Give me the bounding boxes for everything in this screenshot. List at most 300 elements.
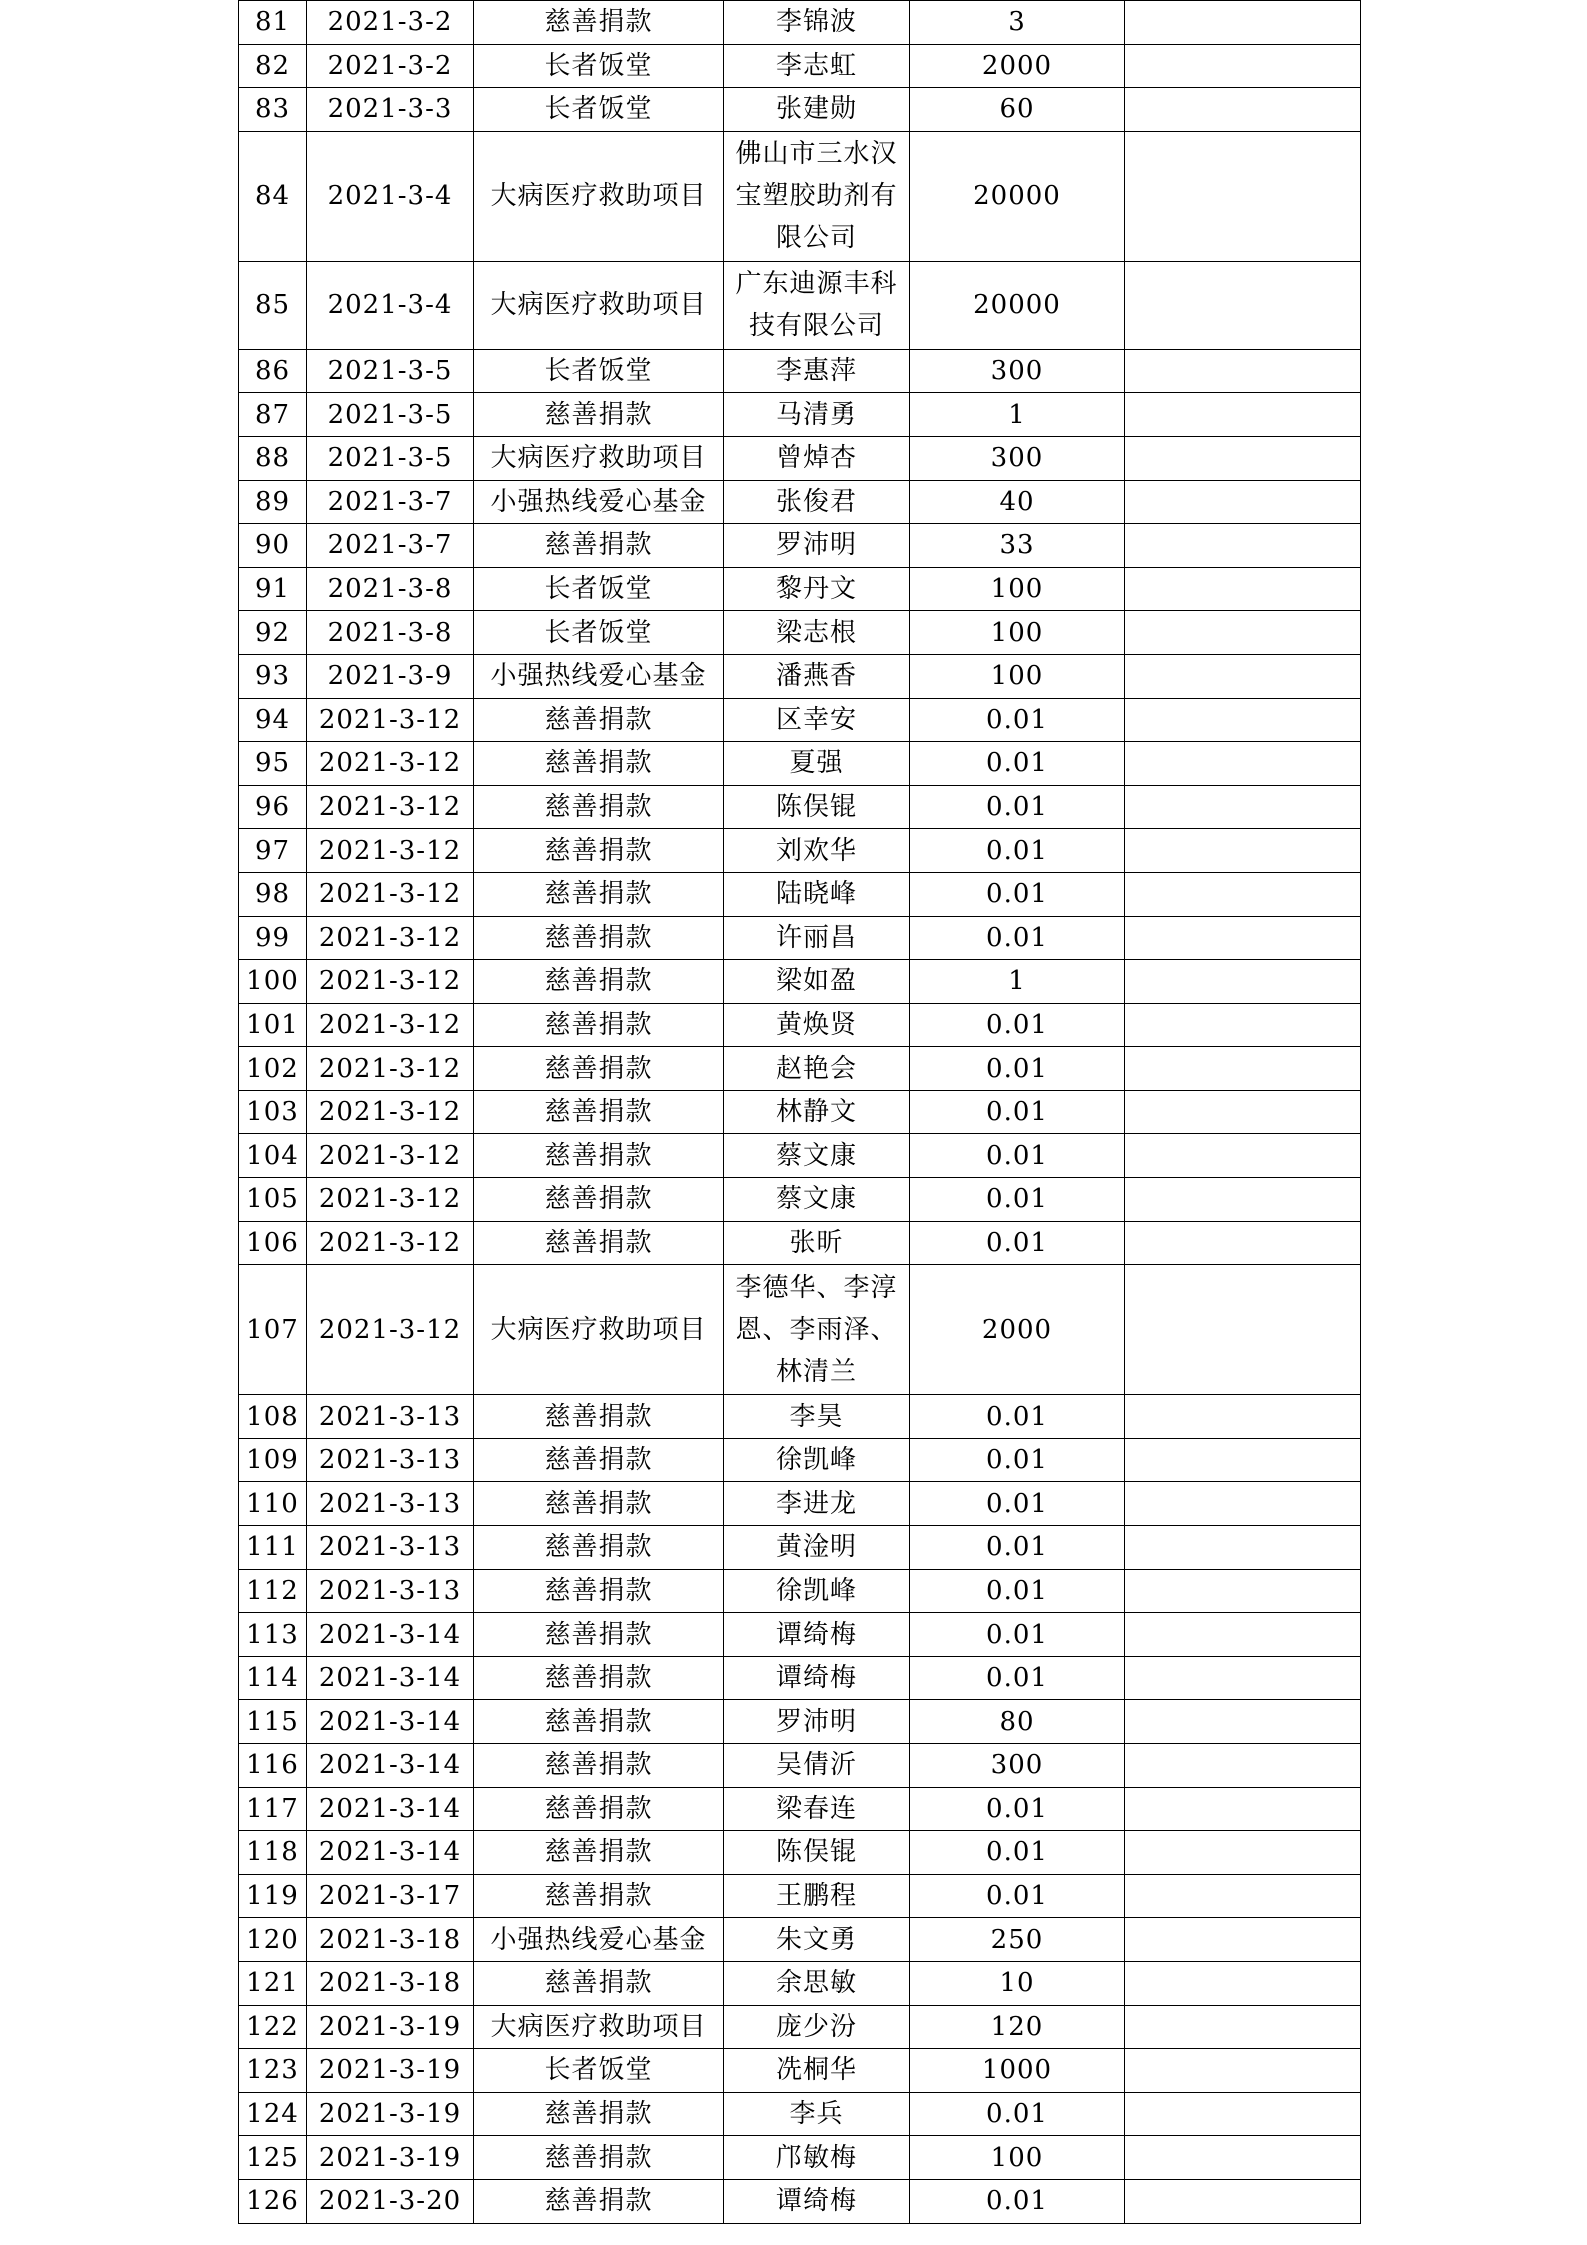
date-cell: 2021-3-18 (307, 1961, 474, 2005)
project-cell: 慈善捐款 (474, 872, 724, 916)
note-cell (1125, 2136, 1361, 2180)
date-cell: 2021-3-5 (307, 349, 474, 393)
row-number-cell: 98 (239, 872, 307, 916)
project-cell: 慈善捐款 (474, 1831, 724, 1875)
donor-name-cell: 徐凯峰 (724, 1438, 910, 1482)
table-row (239, 131, 1361, 261)
table-row (239, 1831, 1361, 1875)
project-cell: 慈善捐款 (474, 2179, 724, 2223)
date-cell: 2021-3-14 (307, 1787, 474, 1831)
note-cell (1125, 1874, 1361, 1918)
date-cell: 2021-3-8 (307, 567, 474, 611)
row-number-cell: 114 (239, 1656, 307, 1700)
amount-cell: 0.01 (910, 1221, 1125, 1265)
amount-cell: 0.01 (910, 2179, 1125, 2223)
project-cell: 慈善捐款 (474, 742, 724, 786)
amount-cell: 100 (910, 654, 1125, 698)
table-row (239, 1569, 1361, 1613)
note-cell (1125, 1918, 1361, 1962)
amount-cell: 0.01 (910, 1613, 1125, 1657)
table-row (239, 44, 1361, 88)
table-row (239, 1, 1361, 45)
note-cell (1125, 1, 1361, 45)
note-cell (1125, 1047, 1361, 1091)
table-row (239, 829, 1361, 873)
table-row (239, 2005, 1361, 2049)
donor-name-cell: 张建勋 (724, 88, 910, 132)
note-cell (1125, 567, 1361, 611)
table-row (239, 1787, 1361, 1831)
table-row (239, 1003, 1361, 1047)
amount-cell: 0.01 (910, 1656, 1125, 1700)
table-row (239, 1656, 1361, 1700)
amount-cell: 0.01 (910, 1090, 1125, 1134)
project-cell: 大病医疗救助项目 (474, 131, 724, 261)
table-row (239, 611, 1361, 655)
table-row (239, 1613, 1361, 1657)
date-cell: 2021-3-2 (307, 44, 474, 88)
amount-cell: 3 (910, 1, 1125, 45)
row-number-cell: 109 (239, 1438, 307, 1482)
donor-name-cell: 刘欢华 (724, 829, 910, 873)
amount-cell: 60 (910, 88, 1125, 132)
row-number-cell: 118 (239, 1831, 307, 1875)
row-number-cell: 94 (239, 698, 307, 742)
table-row (239, 524, 1361, 568)
table-row (239, 567, 1361, 611)
project-cell: 慈善捐款 (474, 1874, 724, 1918)
donor-name-cell: 李兵 (724, 2092, 910, 2136)
row-number-cell: 89 (239, 480, 307, 524)
project-cell: 小强热线爱心基金 (474, 1918, 724, 1962)
amount-cell: 80 (910, 1700, 1125, 1744)
table-row (239, 1526, 1361, 1570)
note-cell (1125, 2049, 1361, 2093)
project-cell: 慈善捐款 (474, 393, 724, 437)
row-number-cell: 99 (239, 916, 307, 960)
amount-cell: 0.01 (910, 829, 1125, 873)
project-cell: 慈善捐款 (474, 524, 724, 568)
note-cell (1125, 1700, 1361, 1744)
amount-cell: 0.01 (910, 1438, 1125, 1482)
date-cell: 2021-3-4 (307, 131, 474, 261)
donor-name-cell: 蔡文康 (724, 1134, 910, 1178)
project-cell: 慈善捐款 (474, 1744, 724, 1788)
row-number-cell: 107 (239, 1265, 307, 1395)
project-cell: 小强热线爱心基金 (474, 480, 724, 524)
note-cell (1125, 349, 1361, 393)
donor-name-cell: 梁春连 (724, 1787, 910, 1831)
table-row (239, 1047, 1361, 1091)
date-cell: 2021-3-13 (307, 1438, 474, 1482)
donor-name-cell: 夏强 (724, 742, 910, 786)
date-cell: 2021-3-12 (307, 916, 474, 960)
project-cell: 慈善捐款 (474, 1700, 724, 1744)
donor-name-cell: 冼桐华 (724, 2049, 910, 2093)
row-number-cell: 111 (239, 1526, 307, 1570)
donor-name-cell: 赵艳会 (724, 1047, 910, 1091)
note-cell (1125, 1265, 1361, 1395)
note-cell (1125, 131, 1361, 261)
date-cell: 2021-3-14 (307, 1613, 474, 1657)
amount-cell: 0.01 (910, 1526, 1125, 1570)
amount-cell: 100 (910, 611, 1125, 655)
project-cell: 慈善捐款 (474, 785, 724, 829)
row-number-cell: 124 (239, 2092, 307, 2136)
donor-name-cell: 李锦波 (724, 1, 910, 45)
donor-name-cell: 张俊君 (724, 480, 910, 524)
donor-name-cell: 李志虹 (724, 44, 910, 88)
donor-name-cell: 张昕 (724, 1221, 910, 1265)
amount-cell: 20000 (910, 261, 1125, 349)
donor-name-cell: 广东迪源丰科技有限公司 (724, 261, 910, 349)
note-cell (1125, 524, 1361, 568)
donor-name-cell: 王鹏程 (724, 1874, 910, 1918)
date-cell: 2021-3-14 (307, 1744, 474, 1788)
donor-name-cell: 李惠萍 (724, 349, 910, 393)
amount-cell: 0.01 (910, 785, 1125, 829)
project-cell: 慈善捐款 (474, 916, 724, 960)
row-number-cell: 116 (239, 1744, 307, 1788)
note-cell (1125, 1003, 1361, 1047)
amount-cell: 300 (910, 349, 1125, 393)
row-number-cell: 95 (239, 742, 307, 786)
note-cell (1125, 88, 1361, 132)
project-cell: 慈善捐款 (474, 1047, 724, 1091)
date-cell: 2021-3-12 (307, 1178, 474, 1222)
donor-name-cell: 余思敏 (724, 1961, 910, 2005)
table-row (239, 1438, 1361, 1482)
table-row (239, 1918, 1361, 1962)
row-number-cell: 113 (239, 1613, 307, 1657)
donor-name-cell: 黄焕贤 (724, 1003, 910, 1047)
donor-name-cell: 佛山市三水汉宝塑胶助剂有限公司 (724, 131, 910, 261)
amount-cell: 120 (910, 2005, 1125, 2049)
table-row (239, 785, 1361, 829)
date-cell: 2021-3-19 (307, 2092, 474, 2136)
project-cell: 大病医疗救助项目 (474, 2005, 724, 2049)
row-number-cell: 108 (239, 1395, 307, 1439)
date-cell: 2021-3-19 (307, 2005, 474, 2049)
donor-name-cell: 梁如盈 (724, 960, 910, 1004)
amount-cell: 0.01 (910, 1395, 1125, 1439)
date-cell: 2021-3-19 (307, 2049, 474, 2093)
amount-cell: 0.01 (910, 916, 1125, 960)
project-cell: 慈善捐款 (474, 829, 724, 873)
note-cell (1125, 1656, 1361, 1700)
note-cell (1125, 1134, 1361, 1178)
note-cell (1125, 2179, 1361, 2223)
donor-name-cell: 蔡文康 (724, 1178, 910, 1222)
note-cell (1125, 829, 1361, 873)
table-row (239, 1221, 1361, 1265)
table-row (239, 349, 1361, 393)
donor-name-cell: 黄淦明 (724, 1526, 910, 1570)
row-number-cell: 81 (239, 1, 307, 45)
row-number-cell: 101 (239, 1003, 307, 1047)
note-cell (1125, 1526, 1361, 1570)
date-cell: 2021-3-14 (307, 1831, 474, 1875)
project-cell: 慈善捐款 (474, 1569, 724, 1613)
donation-table-body (239, 1, 1361, 2224)
date-cell: 2021-3-8 (307, 611, 474, 655)
note-cell (1125, 611, 1361, 655)
date-cell: 2021-3-14 (307, 1656, 474, 1700)
amount-cell: 100 (910, 2136, 1125, 2180)
date-cell: 2021-3-20 (307, 2179, 474, 2223)
project-cell: 长者饭堂 (474, 88, 724, 132)
date-cell: 2021-3-12 (307, 698, 474, 742)
amount-cell: 0.01 (910, 1003, 1125, 1047)
donor-name-cell: 徐凯峰 (724, 1569, 910, 1613)
row-number-cell: 103 (239, 1090, 307, 1134)
project-cell: 慈善捐款 (474, 1482, 724, 1526)
note-cell (1125, 261, 1361, 349)
amount-cell: 0.01 (910, 742, 1125, 786)
table-row (239, 960, 1361, 1004)
amount-cell: 0.01 (910, 1047, 1125, 1091)
amount-cell: 0.01 (910, 1787, 1125, 1831)
amount-cell: 0.01 (910, 1482, 1125, 1526)
project-cell: 大病医疗救助项目 (474, 1265, 724, 1395)
row-number-cell: 82 (239, 44, 307, 88)
table-row (239, 2179, 1361, 2223)
amount-cell: 1 (910, 960, 1125, 1004)
donor-name-cell: 罗沛明 (724, 1700, 910, 1744)
note-cell (1125, 1482, 1361, 1526)
table-row (239, 1134, 1361, 1178)
note-cell (1125, 480, 1361, 524)
note-cell (1125, 1787, 1361, 1831)
project-cell: 慈善捐款 (474, 1961, 724, 2005)
table-row (239, 88, 1361, 132)
donor-name-cell: 区幸安 (724, 698, 910, 742)
project-cell: 大病医疗救助项目 (474, 436, 724, 480)
note-cell (1125, 1395, 1361, 1439)
donor-name-cell: 陆晓峰 (724, 872, 910, 916)
date-cell: 2021-3-12 (307, 829, 474, 873)
note-cell (1125, 1090, 1361, 1134)
note-cell (1125, 742, 1361, 786)
amount-cell: 10 (910, 1961, 1125, 2005)
project-cell: 慈善捐款 (474, 1090, 724, 1134)
donor-name-cell: 朱文勇 (724, 1918, 910, 1962)
date-cell: 2021-3-13 (307, 1569, 474, 1613)
table-row (239, 916, 1361, 960)
project-cell: 慈善捐款 (474, 698, 724, 742)
date-cell: 2021-3-12 (307, 1221, 474, 1265)
amount-cell: 100 (910, 567, 1125, 611)
project-cell: 慈善捐款 (474, 1438, 724, 1482)
table-row (239, 1961, 1361, 2005)
project-cell: 慈善捐款 (474, 1178, 724, 1222)
project-cell: 慈善捐款 (474, 1656, 724, 1700)
row-number-cell: 92 (239, 611, 307, 655)
amount-cell: 0.01 (910, 2092, 1125, 2136)
row-number-cell: 97 (239, 829, 307, 873)
project-cell: 慈善捐款 (474, 1613, 724, 1657)
table-row (239, 1482, 1361, 1526)
date-cell: 2021-3-12 (307, 1134, 474, 1178)
date-cell: 2021-3-12 (307, 1047, 474, 1091)
date-cell: 2021-3-12 (307, 1090, 474, 1134)
amount-cell: 2000 (910, 1265, 1125, 1395)
donor-name-cell: 罗沛明 (724, 524, 910, 568)
donor-name-cell: 谭绮梅 (724, 1656, 910, 1700)
donor-name-cell: 陈俣锟 (724, 1831, 910, 1875)
project-cell: 慈善捐款 (474, 2092, 724, 2136)
table-row (239, 2092, 1361, 2136)
date-cell: 2021-3-3 (307, 88, 474, 132)
note-cell (1125, 1744, 1361, 1788)
donor-name-cell: 李德华、李淳恩、李雨泽、林清兰 (724, 1265, 910, 1395)
note-cell (1125, 44, 1361, 88)
amount-cell: 1 (910, 393, 1125, 437)
date-cell: 2021-3-12 (307, 785, 474, 829)
note-cell (1125, 436, 1361, 480)
date-cell: 2021-3-5 (307, 393, 474, 437)
note-cell (1125, 698, 1361, 742)
project-cell: 慈善捐款 (474, 1, 724, 45)
date-cell: 2021-3-13 (307, 1482, 474, 1526)
date-cell: 2021-3-17 (307, 1874, 474, 1918)
date-cell: 2021-3-7 (307, 480, 474, 524)
row-number-cell: 122 (239, 2005, 307, 2049)
row-number-cell: 91 (239, 567, 307, 611)
donor-name-cell: 谭绮梅 (724, 1613, 910, 1657)
note-cell (1125, 1961, 1361, 2005)
amount-cell: 0.01 (910, 1569, 1125, 1613)
row-number-cell: 96 (239, 785, 307, 829)
table-row (239, 698, 1361, 742)
date-cell: 2021-3-9 (307, 654, 474, 698)
row-number-cell: 93 (239, 654, 307, 698)
donor-name-cell: 李进龙 (724, 1482, 910, 1526)
date-cell: 2021-3-12 (307, 960, 474, 1004)
table-row (239, 436, 1361, 480)
donor-name-cell: 梁志根 (724, 611, 910, 655)
amount-cell: 0.01 (910, 872, 1125, 916)
row-number-cell: 115 (239, 1700, 307, 1744)
table-row (239, 1178, 1361, 1222)
note-cell (1125, 2092, 1361, 2136)
donor-name-cell: 吴倩沂 (724, 1744, 910, 1788)
note-cell (1125, 654, 1361, 698)
project-cell: 慈善捐款 (474, 1526, 724, 1570)
table-row (239, 1395, 1361, 1439)
row-number-cell: 105 (239, 1178, 307, 1222)
note-cell (1125, 1831, 1361, 1875)
note-cell (1125, 1178, 1361, 1222)
note-cell (1125, 785, 1361, 829)
row-number-cell: 123 (239, 2049, 307, 2093)
project-cell: 长者饭堂 (474, 567, 724, 611)
amount-cell: 0.01 (910, 1134, 1125, 1178)
amount-cell: 250 (910, 1918, 1125, 1962)
amount-cell: 0.01 (910, 1178, 1125, 1222)
row-number-cell: 90 (239, 524, 307, 568)
date-cell: 2021-3-12 (307, 872, 474, 916)
table-row (239, 1090, 1361, 1134)
date-cell: 2021-3-2 (307, 1, 474, 45)
note-cell (1125, 960, 1361, 1004)
table-row (239, 654, 1361, 698)
donor-name-cell: 谭绮梅 (724, 2179, 910, 2223)
row-number-cell: 104 (239, 1134, 307, 1178)
donor-name-cell: 曾焯杏 (724, 436, 910, 480)
row-number-cell: 87 (239, 393, 307, 437)
table-row (239, 261, 1361, 349)
amount-cell: 300 (910, 1744, 1125, 1788)
row-number-cell: 126 (239, 2179, 307, 2223)
project-cell: 慈善捐款 (474, 1134, 724, 1178)
note-cell (1125, 2005, 1361, 2049)
amount-cell: 20000 (910, 131, 1125, 261)
row-number-cell: 84 (239, 131, 307, 261)
date-cell: 2021-3-19 (307, 2136, 474, 2180)
row-number-cell: 106 (239, 1221, 307, 1265)
date-cell: 2021-3-13 (307, 1526, 474, 1570)
project-cell: 长者饭堂 (474, 349, 724, 393)
project-cell: 长者饭堂 (474, 611, 724, 655)
amount-cell: 0.01 (910, 1831, 1125, 1875)
table-row (239, 1700, 1361, 1744)
amount-cell: 1000 (910, 2049, 1125, 2093)
table-row (239, 1744, 1361, 1788)
date-cell: 2021-3-7 (307, 524, 474, 568)
row-number-cell: 121 (239, 1961, 307, 2005)
row-number-cell: 119 (239, 1874, 307, 1918)
date-cell: 2021-3-12 (307, 1003, 474, 1047)
row-number-cell: 102 (239, 1047, 307, 1091)
donor-name-cell: 马清勇 (724, 393, 910, 437)
row-number-cell: 117 (239, 1787, 307, 1831)
date-cell: 2021-3-18 (307, 1918, 474, 1962)
table-row (239, 872, 1361, 916)
row-number-cell: 100 (239, 960, 307, 1004)
date-cell: 2021-3-12 (307, 742, 474, 786)
amount-cell: 300 (910, 436, 1125, 480)
project-cell: 慈善捐款 (474, 1787, 724, 1831)
row-number-cell: 120 (239, 1918, 307, 1962)
row-number-cell: 88 (239, 436, 307, 480)
project-cell: 长者饭堂 (474, 2049, 724, 2093)
note-cell (1125, 1613, 1361, 1657)
donation-table (238, 0, 1361, 2224)
donor-name-cell: 邝敏梅 (724, 2136, 910, 2180)
amount-cell: 33 (910, 524, 1125, 568)
date-cell: 2021-3-4 (307, 261, 474, 349)
donor-name-cell: 陈俣锟 (724, 785, 910, 829)
donor-name-cell: 潘燕香 (724, 654, 910, 698)
row-number-cell: 125 (239, 2136, 307, 2180)
project-cell: 慈善捐款 (474, 1003, 724, 1047)
project-cell: 长者饭堂 (474, 44, 724, 88)
donor-name-cell: 黎丹文 (724, 567, 910, 611)
table-row (239, 2049, 1361, 2093)
row-number-cell: 86 (239, 349, 307, 393)
donor-name-cell: 林静文 (724, 1090, 910, 1134)
table-row (239, 393, 1361, 437)
table-row (239, 1265, 1361, 1395)
note-cell (1125, 872, 1361, 916)
row-number-cell: 112 (239, 1569, 307, 1613)
note-cell (1125, 916, 1361, 960)
project-cell: 慈善捐款 (474, 1395, 724, 1439)
amount-cell: 0.01 (910, 698, 1125, 742)
donor-name-cell: 庞少汾 (724, 2005, 910, 2049)
amount-cell: 0.01 (910, 1874, 1125, 1918)
